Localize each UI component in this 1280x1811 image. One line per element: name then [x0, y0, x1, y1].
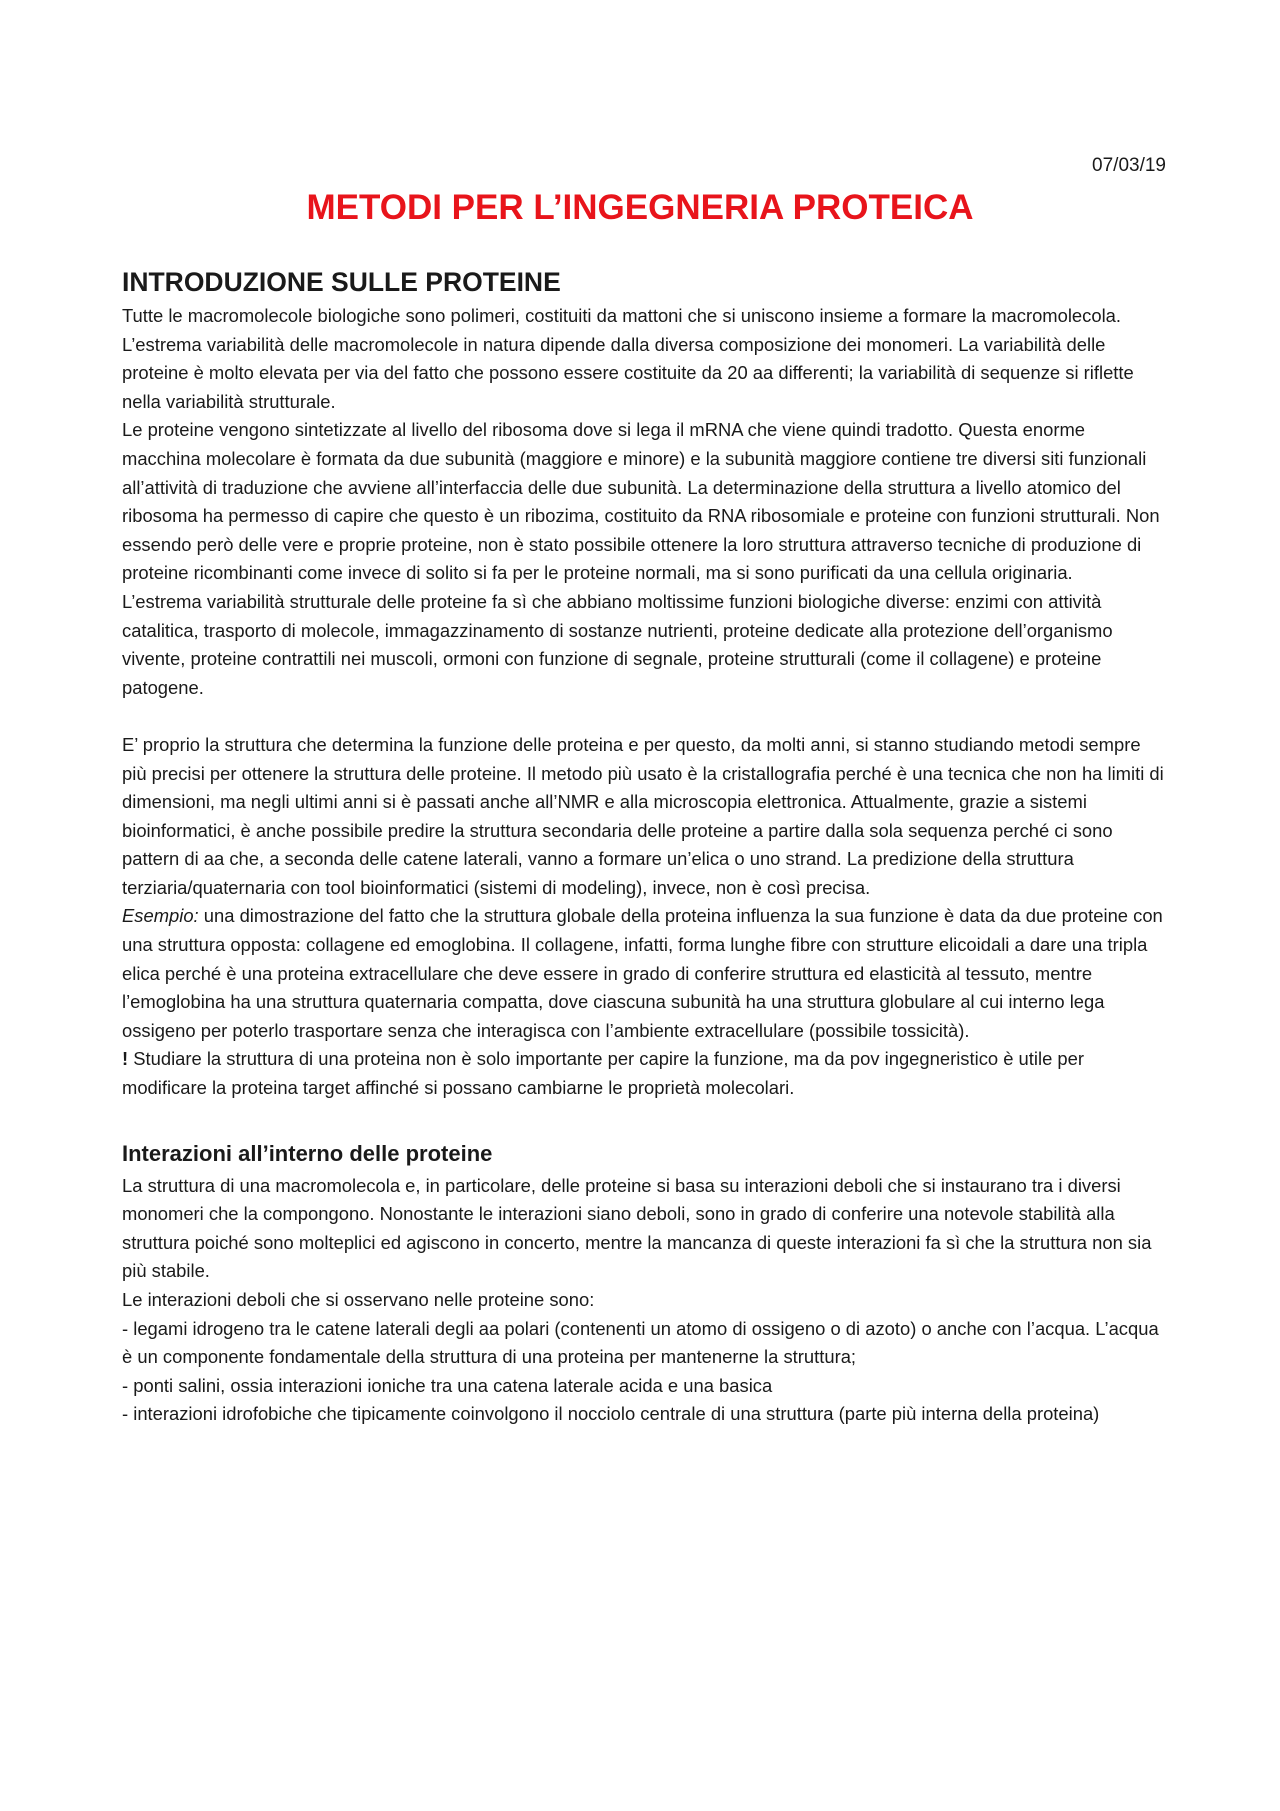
note-text: Studiare la struttura di una proteina non è solo importante per capire la funzione, ma da pov ingegneristico è utile per modificare la proteina target affinché si possano cambiarne le proprietà molecolari.	[122, 1048, 1084, 1099]
example-label: Esempio:	[122, 905, 199, 927]
note-paragraph	[122, 1045, 1168, 1102]
document-body	[122, 262, 1168, 1429]
paragraph: Tutte le macromolecole biologiche sono polimeri, costituiti da mattoni che si uniscono insieme a formare la macromolecola. L’estrema variabilità delle macromolecole in natura dipende dalla diversa composizione dei monomeri. La variabilità delle proteine è molto elevata per via del fatto che possono essere costituite da 20 aa differenti; la variabilità di sequenze si riflette nella variabilità strutturale.	[122, 305, 1134, 412]
example-text: una dimostrazione del fatto che la struttura globale della proteina influenza la sua funzione è data da due proteine con una struttura opposta: collagene ed emoglobina. Il collagene, infatti, forma lunghe fibre con strutture elicoidali a dare una tripla elica perché è una proteina extracellulare che deve essere in grado di conferire struttura ed elasticità al tessuto, mentre l’emoglobina ha una struttura quaternaria compatta, dove ciascuna subunità ha una struttura globulare al cui interno lega ossigeno per poterlo trasportare senza che interagisca con l’ambiente extracellulare (possibile tossicità).	[122, 905, 1163, 1041]
paragraph: E’ proprio la struttura che determina la funzione delle proteina e per questo, da molti anni, si stanno studiando metodi sempre più precisi per ottenere la struttura delle proteine. Il metodo più usato è la cristallografia perché è una tecnica che non ha limiti di dimensioni, ma negli ultimi anni si è passati anche all’NMR e alla microscopia elettronica. Attualmente, grazie a sistemi bioinformatici, è anche possibile predire la struttura secondaria delle proteine a partire dalla sola sequenza perché ci sono pattern di aa che, a seconda delle catene laterali, vanno a formare un’elica o uno strand. La predizione della struttura terziaria/quaternaria con tool bioinformatici (sistemi di modeling), invece, non è così precisa.	[122, 733, 1164, 898]
paragraph: Le interazioni deboli che si osservano nelle proteine sono:	[122, 1289, 595, 1310]
paragraph: Le proteine vengono sintetizzate al livello del ribosoma dove si lega il mRNA che viene quindi tradotto. Questa enorme macchina molecolare è formata da due subunità (maggiore e minore) e la subunità maggiore contiene tre diversi siti funzionali all’attività di traduzione che avviene all’interfaccia delle due subunità. La determinazione della struttura a livello atomico del ribosoma ha permesso di capire che questo è un ribozima, costituito da RNA ribosomiale e proteine con funzioni strutturali. Non essendo però delle vere e proprie proteine, non è stato possibile ottenere la loro struttura attraverso tecniche di produzione di proteine ricombinanti come invece di solito si fa per le proteine normali, ma si sono purificati da una cellula originaria.	[122, 419, 1160, 584]
document-date: 07/03/19	[1092, 155, 1166, 176]
list-item: - legami idrogeno tra le catene laterali degli aa polari (contenenti un atomo di ossigeno o di azoto) o anche con l’acqua. L’acqua è un componente fondamentale della struttura di una proteina per mantenerne la struttura;	[122, 1317, 1159, 1368]
section-heading-introduction: INTRODUZIONE SULLE PROTEINE	[122, 267, 561, 297]
list-item: - interazioni idrofobiche che tipicamente coinvolgono il nocciolo centrale di una struttura (parte più interna della proteina)	[122, 1403, 1100, 1425]
section-spacer	[122, 1103, 1168, 1136]
paragraph: La struttura di una macromolecola e, in particolare, delle proteine si basa su interazioni deboli che si instaurano tra i diversi monomeri che la compongono. Nonostante le interazioni siano deboli, sono in grado di conferire una notevole stabilità alla struttura poiché sono molteplici ed agiscono in concerto, mentre la mancanza di queste interazioni fa sì che la struttura non sia più stabile.	[122, 1174, 1152, 1282]
document-title: METODI PER L’INGEGNERIA PROTEICA	[306, 188, 974, 227]
paragraph-spacer	[122, 702, 1168, 731]
paragraph: L’estrema variabilità strutturale delle proteine fa sì che abbiano moltissime funzioni biologiche diverse: enzimi con attività catalitica, trasporto di molecole, immagazzinamento di sostanze nutrienti, proteine dedicate alla protezione dell’organismo vivente, proteine contrattili nei muscoli, ormoni con funzione di segnale, proteine strutturali (come il collagene) e proteine patogene.	[122, 590, 1113, 698]
exclamation-icon: !	[122, 1048, 129, 1070]
example-paragraph	[122, 902, 1168, 1045]
section-heading-interactions: Interazioni all’interno delle proteine	[122, 1140, 493, 1166]
list-item: - ponti salini, ossia interazioni ioniche tra una catena laterale acida e una basica	[122, 1374, 773, 1396]
